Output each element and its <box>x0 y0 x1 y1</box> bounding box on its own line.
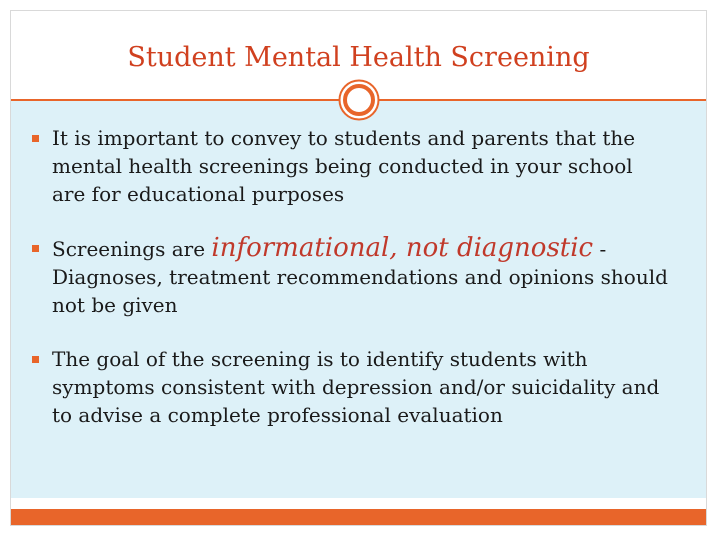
bullet-text-2-emphasis: informational, not diagnostic <box>211 233 594 263</box>
bullet-item-2 <box>32 234 672 319</box>
bullet-item-1 <box>32 124 672 208</box>
bullet-list <box>32 124 672 455</box>
bullet-text-1: It is important to convey to students and parents that the mental health screenings being conducted in your school are for educational purposes <box>52 126 636 206</box>
square-bullet-icon <box>32 356 39 363</box>
footer-bar <box>11 509 706 525</box>
ring-ornament-icon <box>338 79 380 121</box>
bullet-item-3 <box>32 345 672 429</box>
slide-title: Student Mental Health Screening <box>127 42 590 73</box>
bullet-text-3: The goal of the screening is to identify students with symptoms consistent with depression and/or suicidality and to advise a complete professional evaluation <box>52 347 660 427</box>
bullet-text-2-after: - Diagnoses, treatment recommendations and opinions should not be given <box>52 237 668 317</box>
bullet-text-2-before: Screenings are <box>52 237 212 261</box>
square-bullet-icon <box>32 245 39 252</box>
square-bullet-icon <box>32 135 39 142</box>
